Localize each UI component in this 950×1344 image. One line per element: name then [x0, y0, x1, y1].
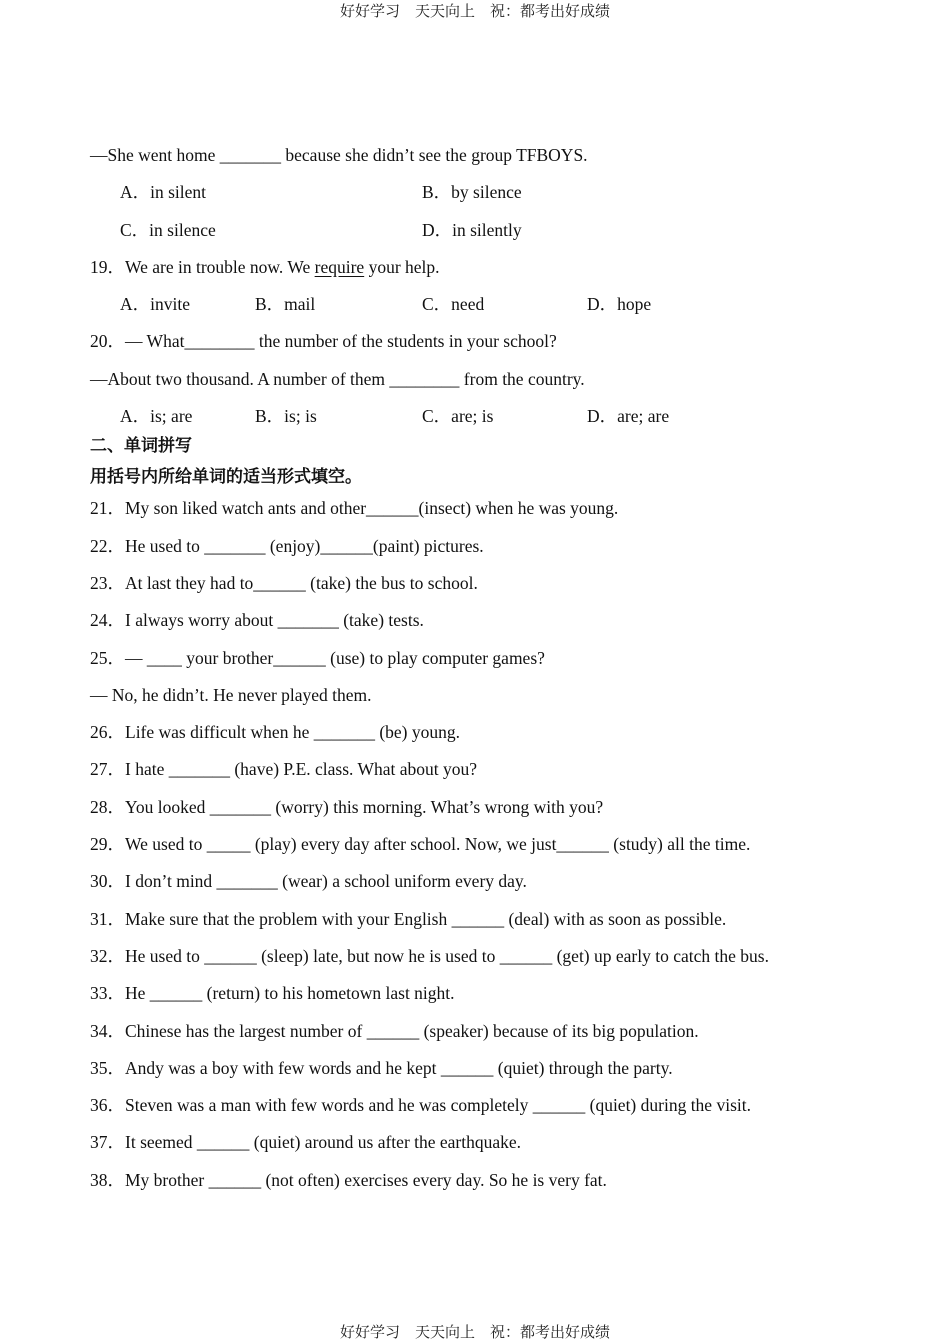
q18-options-row-1: [90, 180, 890, 217]
question-38: 38．My brother ______ (not often) exercises every day. So he is very fat.: [90, 1169, 607, 1190]
question-27: 27．I hate _______ (have) P.E. class. What about you?: [90, 759, 478, 780]
q20-stem-line-1: 20．— What________ the number of the students in your school?: [90, 331, 557, 352]
q19-option-a: A．invite: [120, 294, 190, 315]
q18-option-b: B．by silence: [422, 182, 522, 203]
q19-option-b: B．mail: [255, 294, 316, 315]
q19-option-d: D．hope: [587, 294, 652, 315]
question-35: 35．Andy was a boy with few words and he kept ______ (quiet) through the party.: [90, 1057, 673, 1078]
q19-options: [90, 292, 890, 329]
q18-options-row-2: [90, 218, 890, 255]
q18-stem: —She went home _______ because she didn’t see the group TFBOYS.: [90, 145, 588, 165]
question-32: 32．He used to ______ (sleep) late, but now he is used to ______ (get) up early to catch the bus.: [90, 945, 769, 966]
question-22: 22．He used to _______ (enjoy)______(paint) pictures.: [90, 535, 484, 556]
worksheet-body: [90, 143, 890, 1205]
q18-option-d: D．in silently: [422, 219, 522, 240]
fill-in-items: [90, 496, 890, 1205]
question-34: 34．Chinese has the largest number of ______ (speaker) because of its big population.: [90, 1020, 699, 1041]
question-37: 37．It seemed ______ (quiet) around us after the earthquake.: [90, 1132, 522, 1153]
q18-option-a: A．in silent: [120, 182, 207, 203]
question-23: 23．At last they had to______ (take) the bus to school.: [90, 572, 478, 593]
q20-option-b: B．is; is: [255, 406, 317, 427]
q19-underlined-word: require: [314, 256, 365, 277]
question-25: 25．— ____ your brother______ (use) to play computer games?: [90, 647, 545, 668]
q20-option-d: D．are; are: [587, 406, 670, 427]
q19-stem: [90, 255, 890, 292]
question-33: 33．He ______ (return) to his hometown last night.: [90, 983, 455, 1004]
section-title: 二、单词拼写: [90, 436, 192, 457]
page-header: 好好学习 天天向上 祝：都考出好成绩: [339, 2, 610, 20]
q19-text-after: your help.: [364, 256, 440, 277]
q19-text-before: We are in trouble now. We: [125, 256, 315, 277]
question-30: 30．I don’t mind _______ (wear) a school uniform every day.: [90, 871, 527, 892]
page-footer: 好好学习 天天向上 祝：都考出好成绩: [339, 1323, 610, 1341]
q19-number: 19．: [90, 256, 125, 277]
q19-option-c: C．need: [422, 294, 485, 315]
q18-option-c: C．in silence: [120, 219, 216, 240]
q20-stem-line-2: —About two thousand. A number of them ________ from the country.: [90, 368, 585, 389]
question-29: 29．We used to _____ (play) every day after school. Now, we just______ (study) all the time.: [90, 834, 751, 855]
question-24: 24．I always worry about _______ (take) tests.: [90, 610, 424, 631]
question-26: 26．Life was difficult when he _______ (be) young.: [90, 722, 461, 743]
q20-option-a: A．is; are: [120, 406, 193, 427]
question-21: 21．My son liked watch ants and other______(insect) when he was young.: [90, 498, 619, 519]
question-25-answer: — No, he didn’t. He never played them.: [90, 684, 372, 705]
question-36: 36．Steven was a man with few words and he was completely ______ (quiet) during the visit.: [90, 1095, 751, 1116]
section-instruction: 用括号内所给单词的适当形式填空。: [90, 467, 362, 488]
question-31: 31．Make sure that the problem with your English ______ (deal) with as soon as possible.: [90, 908, 727, 929]
question-28: 28．You looked _______ (worry) this morning. What’s wrong with you?: [90, 796, 604, 817]
q20-option-c: C．are; is: [422, 406, 494, 427]
